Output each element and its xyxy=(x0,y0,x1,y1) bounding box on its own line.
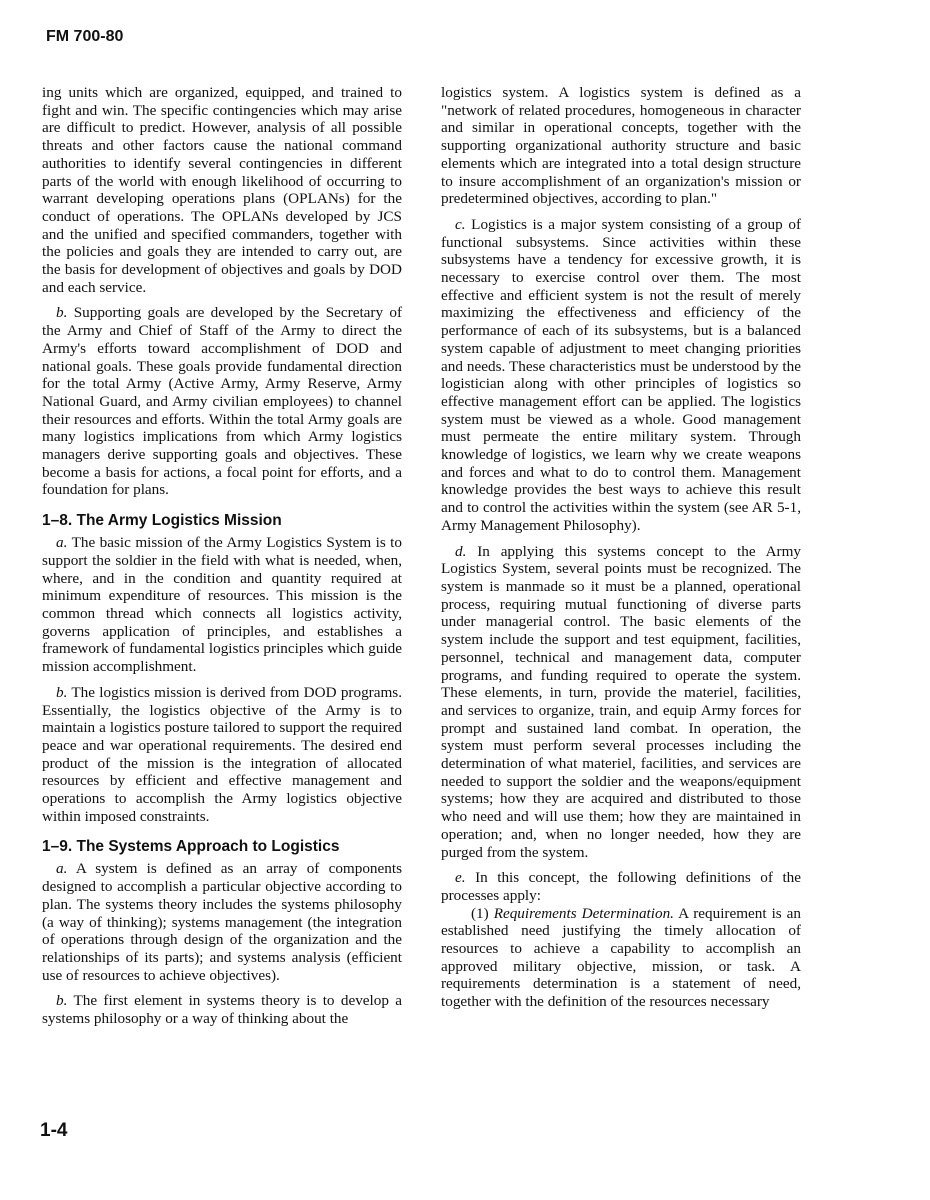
paragraph: b. Supporting goals are developed by the Secretary of the Army and Chief of Staff of the Army to direct the Army's efforts toward accomplishment of DOD and national goals. These goals provide fundamental direction for the total Army (Active Army, Army Reserve, Army National Guard, and Army civilian employees) to channel their resources and efforts. Within the total Army goals are many logistics implications from which Army logistics managers derive supporting goals and objectives. These become a basis for actions, a focal point for efforts, and a foundation for plans. xyxy=(42,304,402,499)
paragraph-marker: b. xyxy=(56,992,68,1010)
paragraph-marker: c. xyxy=(455,215,466,233)
left-column xyxy=(42,84,402,1036)
paragraph: e. In this concept, the following definitions of the processes apply: xyxy=(441,869,801,904)
paragraph: c. Logistics is a major system consisting of a group of functional subsystems. Since activities within these subsystems have a tendency for excessive growth, it is necessary to exercise control over them. The most effective and efficient system is not the result of merely maximizing the effectiveness and efficiency of the performance of each of its subsystems, but is a balanced system capable of adjustment to meet changing priorities and needs. These characteristics must be understood by the logistician along with other principles of logistics so effective management effort can be applied. The logistics system must be viewed as a whole. Good management must permeate the entire military system. Through knowledge of logistics, we learn why we create weapons and forces and what to do to control them. Management knowledge provides the best ways to achieve this result and to control the activities within the system (see AR 5-1, Army Management Philosophy). xyxy=(441,215,801,534)
paragraph: b. The logistics mission is derived from DOD programs. Essentially, the logistics objective of the Army is to maintain a logistics posture tailored to support the required peace and war operational requirements. The desired end product of the mission is the integration of allocated resources by efficient and effective management and operations to accomplish the Army logistics objective within imposed constraints. xyxy=(42,683,402,825)
section-heading: 1–8. The Army Logistics Mission xyxy=(42,512,282,530)
paragraph: logistics system. A logistics system is defined as a "network of related procedures, homogeneous in character and similar in operational concepts, together with the supporting organizational authority structure and basic elements which are integrated into a total design structure to insure accomplishment of an organization's mission or predetermined objectives, according to plan." xyxy=(441,84,801,208)
paragraph-marker: a. xyxy=(56,534,68,552)
paragraph-marker: e. xyxy=(455,869,466,887)
paragraph-marker: b. xyxy=(56,304,68,322)
running-title: FM 700-80 xyxy=(46,28,124,45)
page-number: 1-4 xyxy=(40,1120,68,1141)
paragraph: b. The first element in systems theory is to develop a systems philosophy or a way of thinking about the xyxy=(42,992,402,1028)
paragraph: ing units which are organized, equipped, and trained to fight and win. The specific contingencies which may arise are difficult to predict. However, analysis of all possible threats and other factors cause the national command authorities to identify several contingencies in different parts of the world with enough likelihood of occurring to warrant developing operations plans (OPLANs) for the conduct of operations. The OPLANs developed by JCS and the unified and specified commanders, together with the policies and goals they are intended to carry out, are the basis for development of objectives and goals by DOD and each service. xyxy=(42,84,402,296)
paragraph-marker: b. xyxy=(56,683,68,701)
paragraph-marker: a. xyxy=(56,860,68,878)
right-column xyxy=(441,84,801,1019)
paragraph-number: (1) xyxy=(471,904,489,922)
section-heading: 1–9. The Systems Approach to Logistics xyxy=(42,838,340,856)
paragraph: a. The basic mission of the Army Logistics System is to support the soldier in the field with what is needed, when, where, and in the condition and quantity required at minimum expenditure of resources. This mission is the common thread which connects all logistics activity, governs application of principles, and establishes a framework of fundamental logistics principles which guide mission accomplishment. xyxy=(42,534,403,676)
paragraph: a. A system is defined as an array of components designed to accomplish a particular objective according to plan. The systems theory includes the systems philosophy (a way of thinking); systems management (the integration of operations through design of the organization and the relationships of its parts); and systems analysis (efficient use of resources to achieve objectives). xyxy=(42,860,402,984)
defined-term: Requirements Determination. xyxy=(493,904,674,922)
paragraph: d. In applying this systems concept to the Army Logistics System, several points must be recognized. The system is manmade so it must be a planned, operational process, requiring mutual functioning of diverse parts under managerial control. The basic elements of the system include the support and test equipment, facilities, personnel, technical and management data, computer programs, and funding required to operate the system. These elements, in turn, provide the materiel, facilities, and services to organize, train, and equip Army forces for prompt and sustained land combat. In operation, the system must perform several processes including the determination of what materiel, facilities, and services are needed to support the soldier and the weapons/equipment systems; how they are acquired and distributed to those who need and will use them; how they are maintained in operation; and, when no longer needed, how they are purged from the system. xyxy=(441,542,802,861)
paragraph-marker: d. xyxy=(455,542,467,560)
paragraph: (1) Requirements Determination. A requirement is an established need justifying the timely allocation of resources to achieve a capability to accomplish an approved military objective, mission, or task. A requirements determination is a statement of need, together with the definition of the resources necessary xyxy=(441,904,801,1011)
